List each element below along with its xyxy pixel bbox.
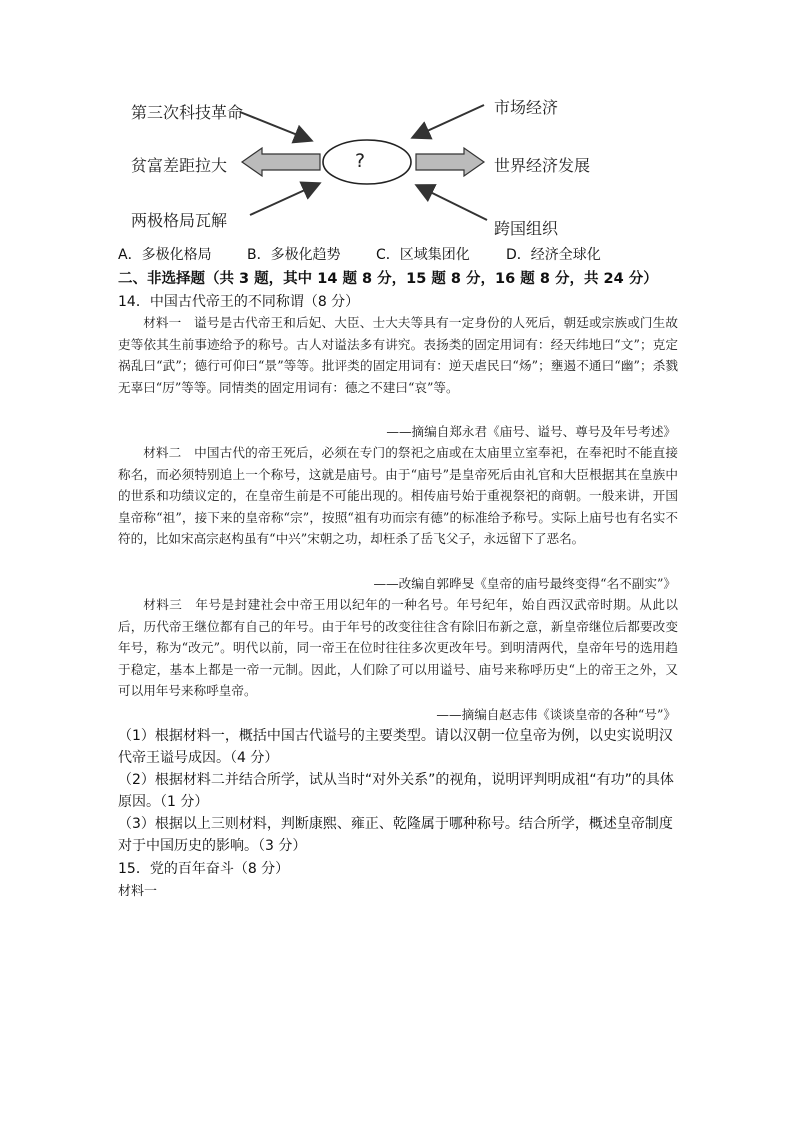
label-bipolar-collapse: 两极格局瓦解 (131, 211, 228, 230)
q15-title: 15．党的百年奋斗（8 分） (118, 861, 290, 877)
q14-source-2: ——改编自郭晔旻《皇帝的庙号最终变得“名不副实”》 (373, 576, 676, 591)
center-ellipse (323, 140, 411, 184)
label-market-economy: 市场经济 (494, 98, 559, 117)
label-wealth-gap: 贫富差距拉大 (131, 156, 228, 175)
q14-material-3: 材料三 年号是封建社会中帝王用以纪年的一种名号。年号纪年，始自西汉武帝时期。从此以后，历代帝王继位都有自己的年号。由于年号的改变往往含有除旧布新之意，新皇帝继位后都要改变年号，称为“改元”。明代以前，同一帝王在位时往往多次更改年号。到明清两代，皇帝年号的选用趋于稳定，基本上都是一帝一元制。因此，人们除了可以用谥号、庙号来称呼历史“上的帝王之外，又可以用年号来称呼皇帝。 (118, 597, 678, 698)
q15-material-1-label: 材料一 (118, 884, 158, 899)
diagram-arrows (0, 0, 794, 240)
q14-subquestion-2: （2）根据材料二并结合所学，试从当时“对外关系”的视角，说明评判明成祖“有功”的具体原因。（1 分） (118, 772, 674, 810)
option-c: C．区域集团化 (376, 247, 470, 263)
option-b: B．多极化趋势 (247, 247, 341, 263)
arrow-bottom-left (250, 184, 318, 215)
center-question-mark: ? (355, 150, 366, 172)
option-d: D．经济全球化 (506, 247, 601, 263)
label-tech-revolution: 第三次科技革命 (131, 103, 244, 122)
arrow-top-right (414, 105, 484, 137)
section-heading: 二、非选择题（共 3 题，其中 14 题 8 分，15 题 8 分，16 题 8 分，共 24 分） (118, 271, 658, 287)
q14-subquestion-1: （1）根据材料一，概括中国古代谥号的主要类型。请以汉朝一位皇帝为例，以史实说明汉代帝王谥号成因。（4 分） (118, 728, 673, 766)
q14-source-1: ——摘编自郑永君《庙号、谥号、尊号及年号考述》 (386, 424, 676, 439)
thick-arrow-left (242, 148, 320, 176)
q14-material-2: 材料二 中国古代的帝王死后，必须在专门的祭祀之庙或在太庙里立室奉祀，在奉祀时不能直接称名，而必须特别追上一个称号，这就是庙号。由于“庙号”是皇帝死后由礼官和大臣根据其在皇族中的世系和功绩议定的，在皇帝生前是不可能出现的。相传庙号始于重视祭祀的商朝。一般来讲，开国皇帝称“祖”，接下来的皇帝称“宗”，按照“祖有功而宗有德”的标准给予称号。实际上庙号也有名实不符的，比如宋高宗赵构虽有“中兴”宋朝之功，却枉杀了岳飞父子，永远留下了恶名。 (118, 445, 678, 546)
label-world-economy: 世界经济发展 (494, 156, 591, 175)
q14-source-3: ——摘编自赵志伟《谈谈皇帝的各种“号”》 (436, 707, 676, 722)
arrow-bottom-right (418, 186, 487, 220)
arrow-top-left (240, 112, 310, 140)
label-transnational-org: 跨国组织 (494, 219, 559, 238)
option-a: A．多极化格局 (118, 247, 212, 263)
q14-title: 14．中国古代帝王的不同称谓（8 分） (118, 294, 360, 310)
q14-subquestion-3: （3）根据以上三则材料，判断康熙、雍正、乾隆属于哪种称号。结合所学，概述皇帝制度对于中国历史的影响。（3 分） (118, 816, 673, 854)
q14-material-1: 材料一 谥号是古代帝王和后妃、大臣、士大夫等具有一定身份的人死后，朝廷或宗族或门生故吏等依其生前事迹给予的称号。古人对谥法多有讲究。表扬类的固定用词有：经天纬地曰“文”；克定祸乱曰“武”；德行可仰曰“景”等等。批评类的固定用词有：逆天虐民曰“炀”；壅遏不通曰“幽”；杀戮无辜曰“厉”等等。同情类的固定用词有：德之不建曰“哀”等。 (118, 315, 678, 395)
thick-arrow-right (416, 148, 484, 176)
